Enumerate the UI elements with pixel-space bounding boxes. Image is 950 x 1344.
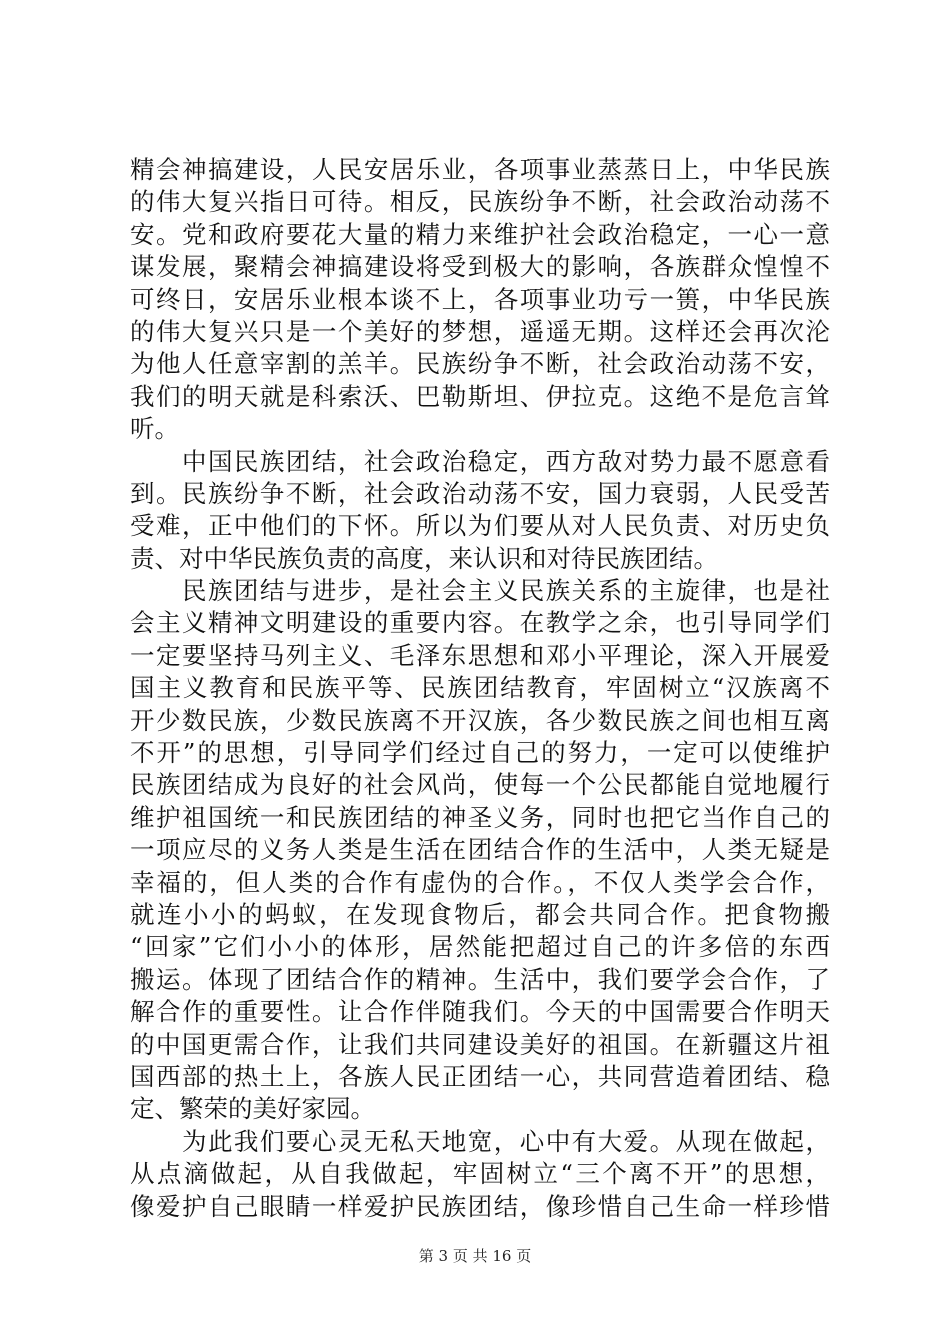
text-line: 的中国更需合作，让我们共同建设美好的祖国。在新疆这片祖	[130, 1029, 830, 1059]
text-line: 幸福的，但人类的合作有虚伪的合作。，不仅人类学会合作，	[130, 867, 830, 897]
text-line: “回家”它们小小的体形，居然能把超过自己的许多倍的东西	[130, 932, 830, 962]
text-line: 的伟大复兴指日可待。相反，民族纷争不断，社会政治动荡不	[130, 187, 830, 217]
text-line: 为他人任意宰割的羔羊。民族纷争不断，社会政治动荡不安，	[130, 349, 830, 379]
text-line: 从点滴做起，从自我做起，牢固树立“三个离不开”的思想，	[130, 1159, 830, 1189]
text-line: 国西部的热土上，各族人民正团结一心，共同营造着团结、稳	[130, 1061, 830, 1091]
text-line: 搬运。体现了团结合作的精神。生活中，我们要学会合作，了	[130, 964, 830, 994]
text-line: 责、对中华民族负责的高度，来认识和对待民族团结。	[130, 543, 718, 573]
text-line: 开少数民族，少数民族离不开汉族，各少数民族之间也相互离	[130, 705, 830, 735]
text-line: 安。党和政府要花大量的精力来维护社会政治稳定，一心一意	[130, 219, 830, 249]
text-line: 会主义精神文明建设的重要内容。在教学之余，也引导同学们	[130, 608, 830, 638]
text-line: 国主义教育和民族平等、民族团结教育，牢固树立“汉族离不	[130, 673, 830, 703]
text-line: 中国民族团结，社会政治稳定，西方敌对势力最不愿意看	[130, 446, 830, 476]
document-body	[130, 154, 830, 1223]
text-line: 谋发展，聚精会神搞建设将受到极大的影响，各族群众惶惶不	[130, 252, 830, 282]
text-line: 定、繁荣的美好家园。	[130, 1094, 375, 1124]
text-line: 可终日，安居乐业根本谈不上，各项事业功亏一篑，中华民族	[130, 284, 830, 314]
text-line: 像爱护自己眼睛一样爱护民族团结，像珍惜自己生命一样珍惜	[130, 1191, 830, 1221]
text-line: 受难，正中他们的下怀。所以为们要从对人民负责、对历史负	[130, 511, 830, 541]
text-line: 到。民族纷争不断，社会政治动荡不安，国力衰弱，人民受苦	[130, 478, 830, 508]
text-line: 维护祖国统一和民族团结的神圣义务，同时也把它当作自己的	[130, 802, 830, 832]
text-line: 民族团结成为良好的社会风尚，使每一个公民都能自觉地履行	[130, 770, 830, 800]
page-footer: 第 3 页 共 16 页	[418, 1247, 532, 1265]
text-line: 一定要坚持马列主义、毛泽东思想和邓小平理论，深入开展爱	[130, 640, 830, 670]
text-line: 不开”的思想，引导同学们经过自己的努力，一定可以使维护	[130, 738, 830, 768]
text-line: 为此我们要心灵无私天地宽，心中有大爱。从现在做起，	[130, 1126, 830, 1156]
text-line: 解合作的重要性。让合作伴随我们。今天的中国需要合作明天	[130, 997, 830, 1027]
text-line: 民族团结与进步，是社会主义民族关系的主旋律，也是社	[130, 576, 830, 606]
text-line: 精会神搞建设，人民安居乐业，各项事业蒸蒸日上，中华民族	[130, 155, 830, 184]
text-line: 就连小小的蚂蚁，在发现食物后，都会共同合作。把食物搬	[130, 899, 830, 929]
text-line: 一项应尽的义务人类是生活在团结合作的生活中，人类无疑是	[130, 835, 830, 865]
text-line: 听。	[130, 414, 179, 444]
text-line: 我们的明天就是科索沃、巴勒斯坦、伊拉克。这绝不是危言耸	[130, 381, 830, 411]
text-line: 的伟大复兴只是一个美好的梦想，遥遥无期。这样还会再次沦	[130, 316, 830, 346]
